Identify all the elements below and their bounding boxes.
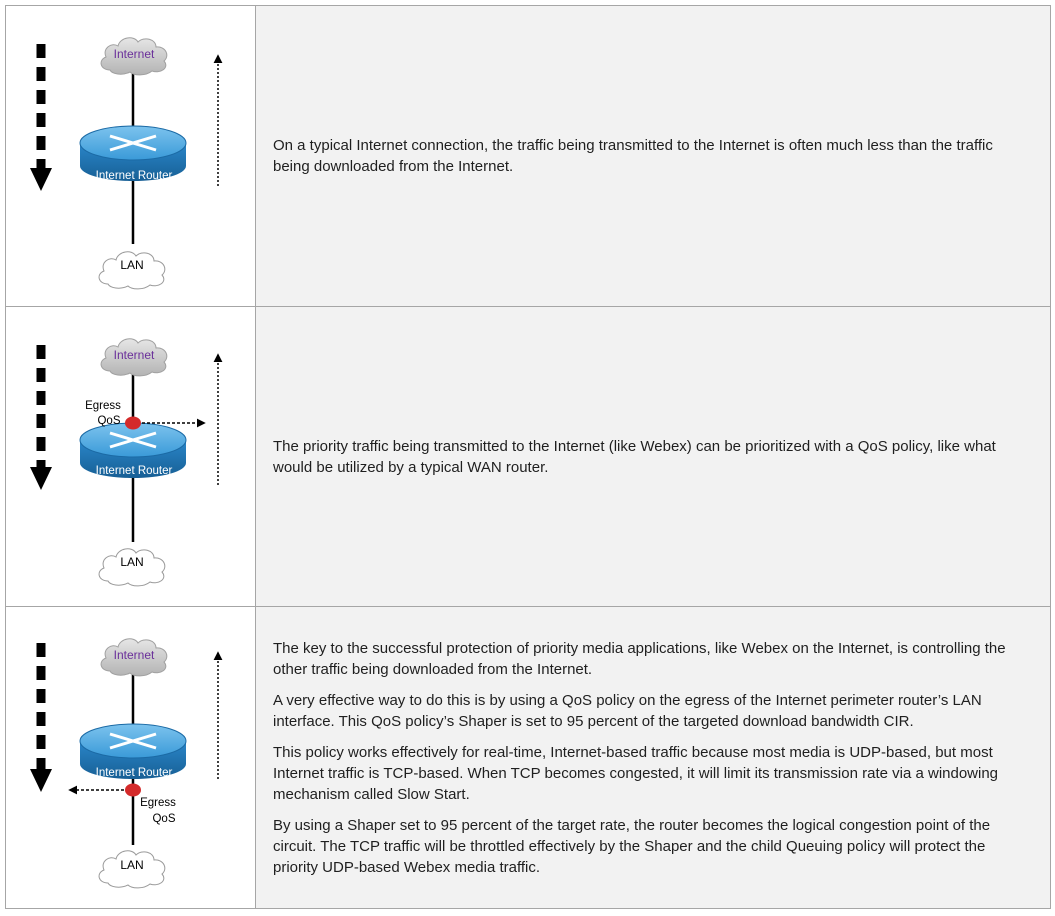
lan-cloud-icon [99,851,165,888]
description-paragraph: The priority traffic being transmitted to the Internet (like Webex) can be prioritized with a QoS policy, like what would be utilized by a typical WAN router. [273,437,996,476]
internet-label: Internet [113,348,155,362]
qos-label-line2: QoS [97,415,121,427]
lan-cloud-icon [99,252,165,289]
internet-label: Internet [113,648,155,662]
qos-label-line2: QoS [152,813,176,825]
diagram-cell [6,307,256,607]
description-paragraph: By using a Shaper set to 95 percent of the target rate, the router becomes the logical congestion point of the circuit. The TCP traffic will be throttled effectively by the Shaper and the child Queuing policy will protect the priority UDP-based Webex media traffic. [273,816,991,876]
network-diagram [6,607,255,908]
diagram-cell [6,607,256,909]
network-diagram [6,6,255,306]
lan-cloud-icon [99,549,165,586]
internet-cloud-icon [101,38,167,75]
router-icon [80,423,186,478]
internet-label: Internet [113,47,155,61]
table-row [6,607,1051,909]
internet-cloud-icon [101,639,167,676]
description-paragraph: A very effective way to do this is by using a QoS policy on the egress of the Internet perimeter router’s LAN interface. This QoS policy’s Shaper is set to 95 percent of the targeted download bandwidth CIR. [273,691,982,730]
table-row [6,6,1051,307]
qos-point-icon [125,417,141,430]
description-paragraph: This policy works effectively for real-time, Internet-based traffic because most media is UDP-based, but most Internet traffic is TCP-based. When TCP becomes congested, it will limit its transmission rate via a windowing mechanism called Slow Start. [273,743,999,803]
lan-label: LAN [120,555,144,569]
diagram-cell [6,6,256,307]
download-arrowhead [30,769,52,792]
download-arrowhead [30,168,52,191]
router-icon [80,724,186,779]
router-label: Internet Router [95,767,173,779]
internet-cloud-icon [101,339,167,376]
comparison-table [5,5,1051,909]
download-arrowhead [30,467,52,490]
router-label: Internet Router [95,170,173,182]
lan-label: LAN [120,858,144,872]
lan-label: LAN [120,258,144,272]
router-label: Internet Router [95,465,173,477]
description-paragraph: On a typical Internet connection, the traffic being transmitted to the Internet is often much less than the traffic being downloaded from the Internet. [273,137,993,175]
network-diagram [6,307,255,606]
qos-point-icon [125,784,141,797]
description-cell [256,307,1051,607]
description-paragraph: The key to the successful protection of priority media applications, like Webex on the Internet, is controlling the other traffic being downloaded from the Internet. [273,639,1006,678]
router-icon [80,126,186,182]
qos-label-line1: Egress [85,400,121,412]
qos-label-line1: Egress [140,797,176,809]
description-cell [256,607,1051,909]
table-row [6,307,1051,607]
description-cell [256,6,1051,307]
